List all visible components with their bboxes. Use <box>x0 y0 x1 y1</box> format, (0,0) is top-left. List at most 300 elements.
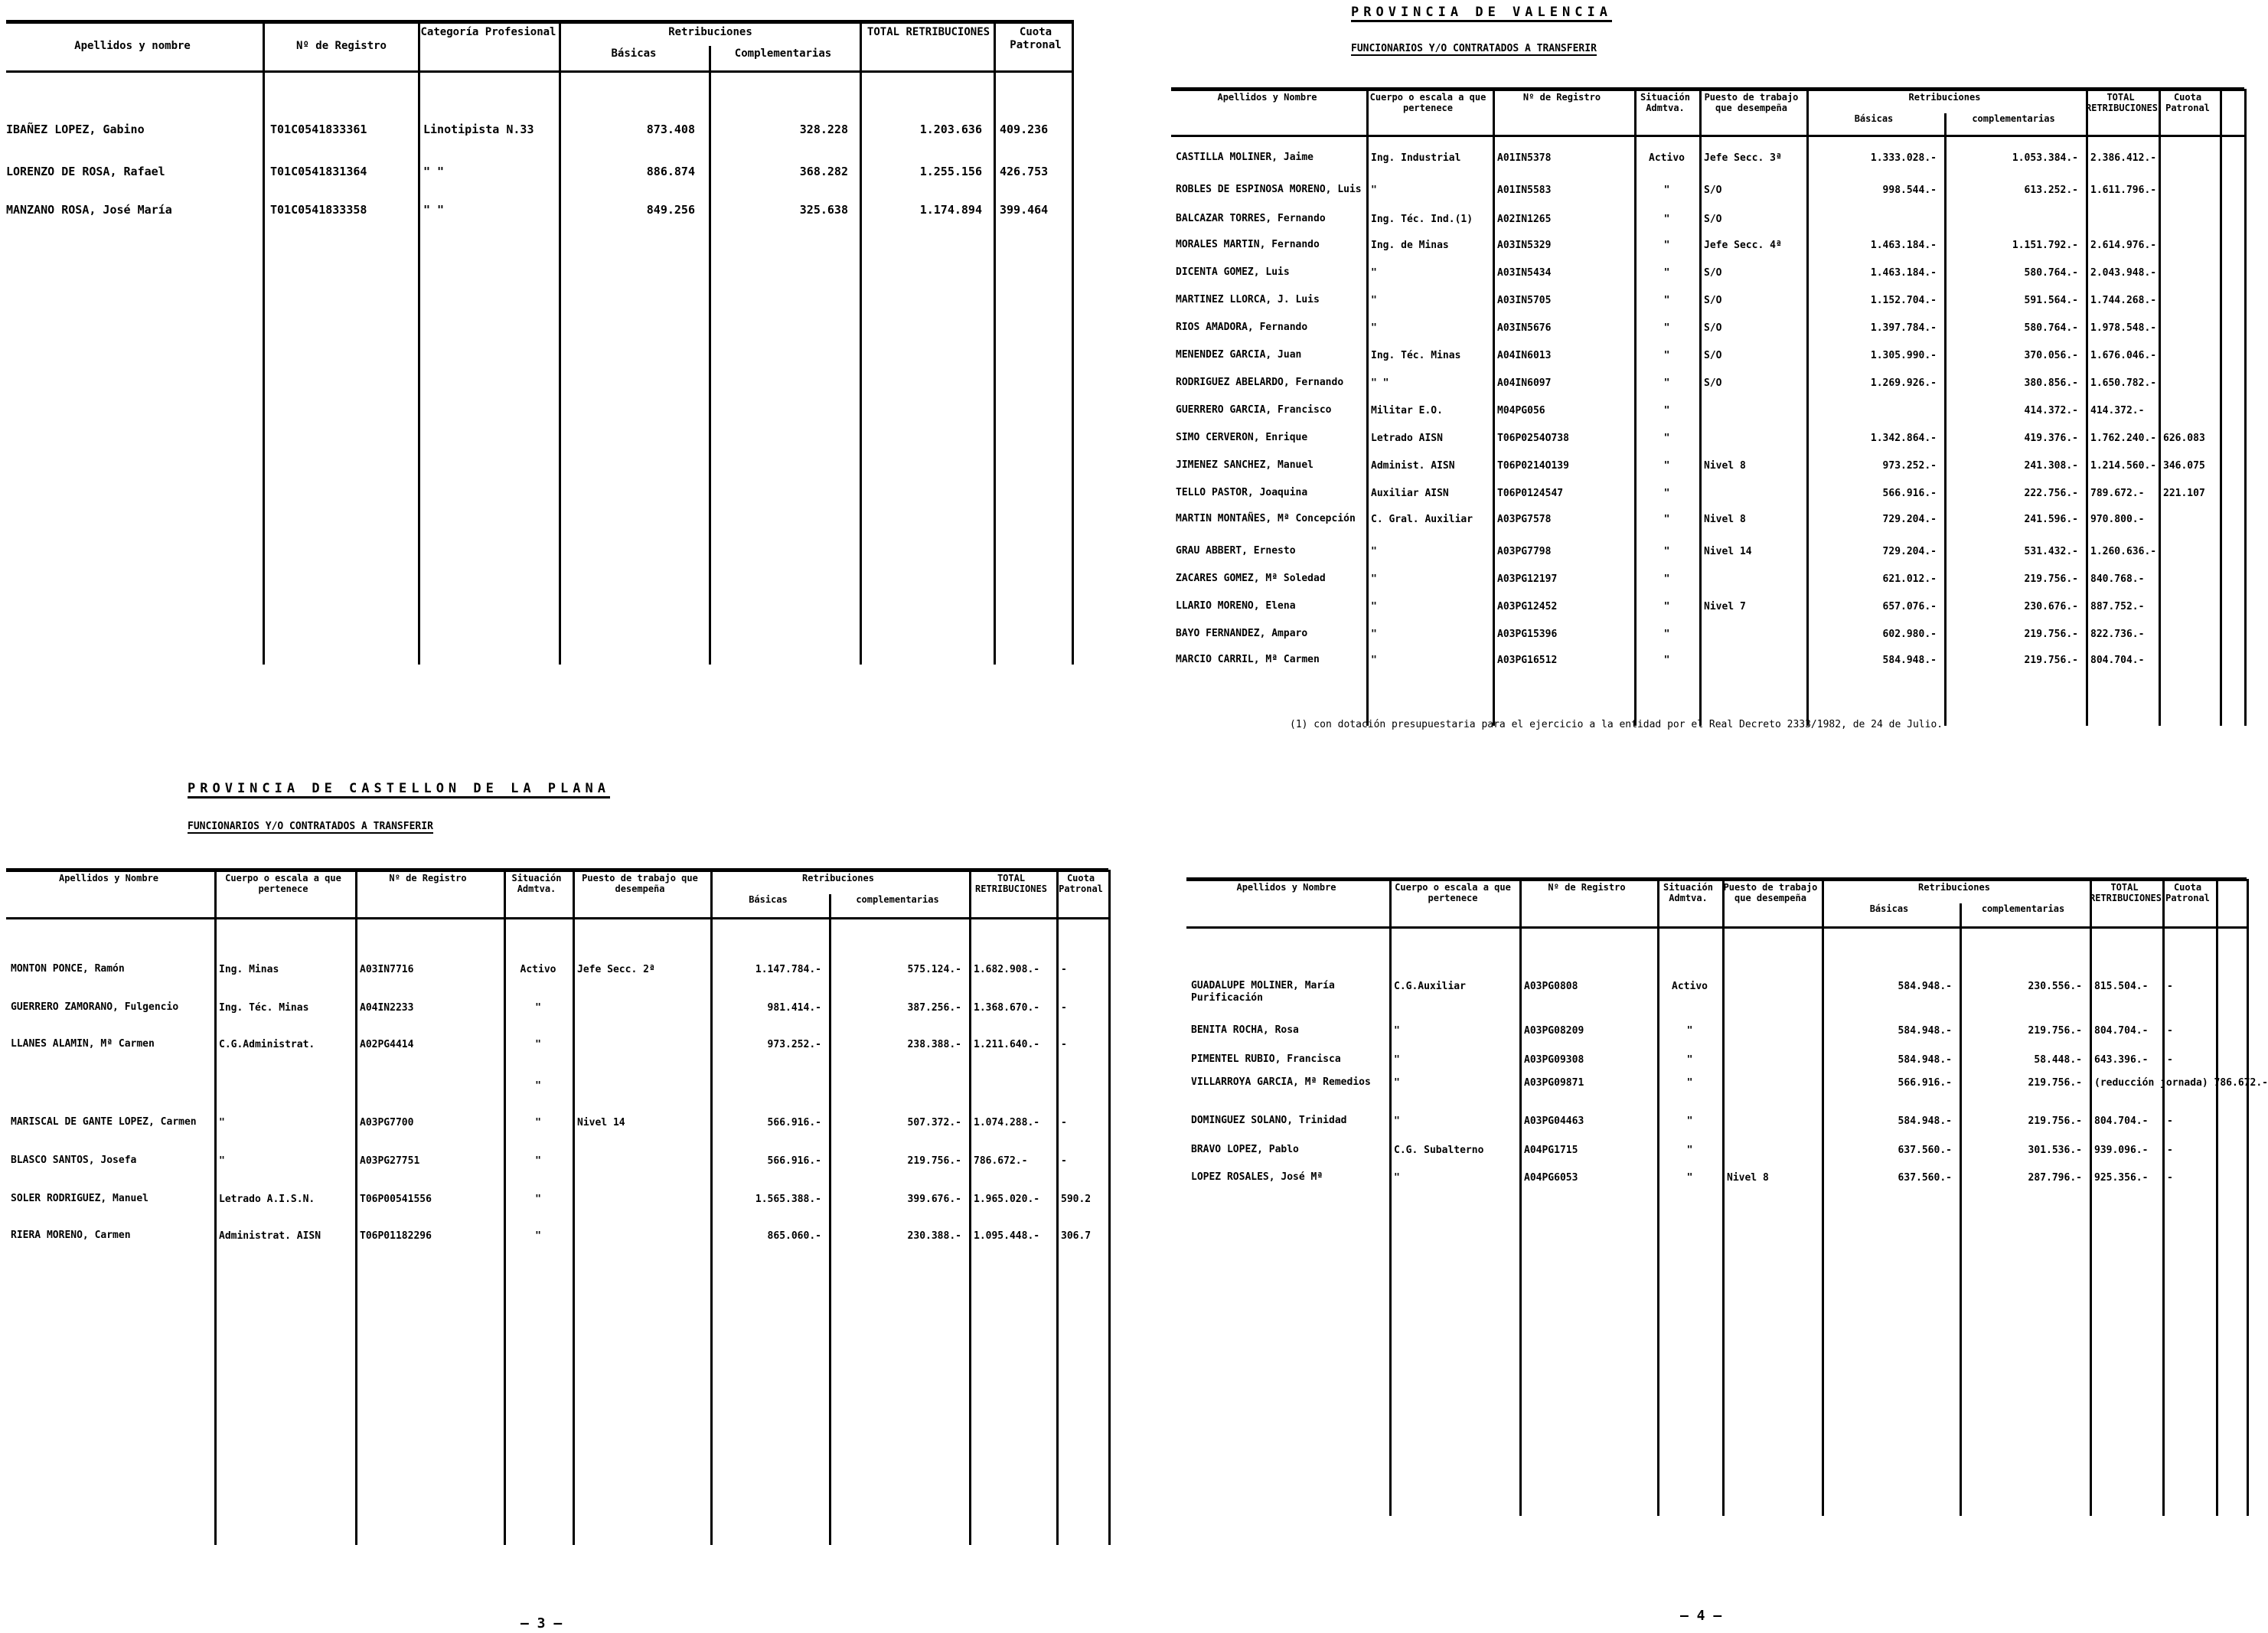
table-cell-bas: 566.916.- <box>767 1155 821 1167</box>
table-cell-cuerpo: Ing. Téc. Minas <box>219 1002 309 1014</box>
table-cell-name: SIMO CERVERON, Enrique <box>1176 432 1308 443</box>
table-cell-sit: " <box>1663 601 1670 612</box>
column-divider <box>1056 870 1059 1545</box>
table-cell-bas: 886.874 <box>646 165 695 178</box>
table-cell-name: RODRIGUEZ ABELARDO, Fernando <box>1176 377 1344 388</box>
table-cell-bas: 621.012.- <box>1882 573 1937 585</box>
table-cell-cuota: 399.464 <box>1000 203 1049 217</box>
table-cell-total: 970.800.- <box>2090 514 2145 525</box>
table-cell-reg: A04IN6013 <box>1497 350 1552 361</box>
table-cell-cuerpo: Administrat. AISN <box>219 1230 321 1242</box>
table-cell-total: 1.676.046.- <box>2090 350 2157 361</box>
table-cell-bas: 998.544.- <box>1882 185 1937 196</box>
table-cell-comp: 1.151.792.- <box>2012 240 2078 251</box>
table-cell-total: 1.211.640.- <box>974 1039 1040 1050</box>
table-cell-name: DOMINGUEZ SOLANO, Trinidad <box>1191 1115 1347 1126</box>
table-cell-name: LLARIO MORENO, Elena <box>1176 600 1296 612</box>
table-cell-cuerpo: Ing. Téc. Minas <box>1371 350 1461 361</box>
col-header-retrib: Retribuciones <box>1918 882 1990 893</box>
table-cell-total: 1.978.548.- <box>2090 322 2157 334</box>
table-cell-name: GUADALUPE MOLINER, María Purificación <box>1191 980 1335 1004</box>
table-cell-name: MARTINEZ LLORCA, J. Luis <box>1176 294 1320 305</box>
column-divider <box>829 894 831 1545</box>
table-cell-bas: 584.948.- <box>1898 1115 1952 1127</box>
table-cell-name: DICENTA GOMEZ, Luis <box>1176 266 1290 278</box>
col-header-reg: Nº de Registro <box>389 873 467 883</box>
table-cell-total: 414.372.- <box>2090 405 2145 416</box>
table-cell-sit: " <box>535 1230 541 1242</box>
table-cell-reg: A01IN5378 <box>1497 152 1552 164</box>
table-cell-reg: T06P01182296 <box>360 1230 432 1242</box>
table-cell-cuerpo: " <box>1394 1115 1400 1127</box>
table-cell-reg: A03IN5705 <box>1497 295 1552 306</box>
table-cell-comp: 241.596.- <box>2024 514 2078 525</box>
table-cell-reg: T01C0541833358 <box>270 203 367 217</box>
column-divider <box>214 870 217 1545</box>
table-cell-name: SOLER RODRIGUEZ, Manuel <box>11 1193 149 1204</box>
table-cell-reg: A03PG04463 <box>1524 1115 1584 1127</box>
table-cell-reg: A03PG15396 <box>1497 629 1558 640</box>
column-divider <box>1657 879 1659 1516</box>
table-cell-total: 1.611.796.- <box>2090 185 2157 196</box>
table-cell-bas: 1.565.388.- <box>755 1194 821 1205</box>
table-cell-name: MENENDEZ GARCIA, Juan <box>1176 349 1302 361</box>
table-cell-comp: 368.282 <box>799 165 848 178</box>
table-cell-total: 1.203.636 <box>919 122 982 136</box>
col-header-total: TOTAL RETRIBUCIONES <box>2090 882 2162 903</box>
table-cell-bas: 973.252.- <box>767 1039 821 1050</box>
table-cell-name: CASTILLA MOLINER, Jaime <box>1176 152 1314 163</box>
table-cell-sit: " <box>1686 1172 1693 1184</box>
table-cell-puesto: Jefe Secc. 4ª <box>1704 240 1782 251</box>
page-number: — 4 — <box>1680 1608 1722 1624</box>
table-cell-comp: 219.756.- <box>907 1155 961 1167</box>
table-cell-comp: 241.308.- <box>2024 460 2078 472</box>
col-header-cuota: Cuota Patronal <box>1059 873 1103 894</box>
table-cell-bas: 1.152.704.- <box>1870 295 1937 306</box>
table-cell-comp: 580.764.- <box>2024 267 2078 279</box>
col-header-cuota: Cuota Patronal <box>1010 26 1062 51</box>
table-cell-name: MORALES MARTIN, Fernando <box>1176 239 1320 250</box>
table-cell-comp: 219.756.- <box>2024 655 2078 666</box>
table-cell-cuerpo: " <box>1371 546 1377 557</box>
table-cell-comp: 575.124.- <box>907 964 961 975</box>
table-cell-reg: A03PG7578 <box>1497 514 1552 525</box>
table-cell-reg: T01C0541831364 <box>270 165 367 178</box>
table-cell-puesto: S/O <box>1704 322 1722 334</box>
table-cell-name: MARTIN MONTAÑES, Mª Concepción <box>1176 513 1356 524</box>
column-divider <box>2090 879 2092 1516</box>
table-cell-comp: 219.756.- <box>2028 1077 2082 1089</box>
table-cell-bas: 566.916.- <box>767 1117 821 1128</box>
table-cell-name: VILLARROYA GARCIA, Mª Remedios <box>1191 1076 1371 1088</box>
table-cell-bas: 973.252.- <box>1882 460 1937 472</box>
table-cell-comp: 325.638 <box>799 203 848 217</box>
table-cell-sit: " <box>1663 573 1670 585</box>
table-cell-sit: " <box>1663 629 1670 640</box>
table-cell-total: 939.096.- <box>2094 1145 2149 1156</box>
table-cell-sit: " <box>535 1117 541 1128</box>
table-cell-sit: " <box>535 1080 541 1092</box>
table-cell-comp: 219.756.- <box>2028 1115 2082 1127</box>
table-cell-total: 643.396.- <box>2094 1054 2149 1066</box>
table-cell-puesto: Nivel 8 <box>1704 460 1746 472</box>
table-cell-cuerpo: " <box>1394 1172 1400 1184</box>
table-cell-bas: 981.414.- <box>767 1002 821 1014</box>
table-cell-total: 789.672.- <box>2090 488 2145 499</box>
table-cell-reg: A03PG7798 <box>1497 546 1552 557</box>
table-cell-cuerpo: C. Gral. Auxiliar <box>1371 514 1473 525</box>
table-cell-puesto: Jefe Secc. 3ª <box>1704 152 1782 164</box>
table-cell-comp: 387.256.- <box>907 1002 961 1014</box>
col-header-basicas: Básicas <box>611 47 657 60</box>
table-cell-bas: 1.397.784.- <box>1870 322 1937 334</box>
table-cell-cuota: 590.2 <box>1061 1194 1092 1205</box>
table-cell-cuerpo: " <box>1371 601 1377 612</box>
col-header-name: Apellidos y nombre <box>74 40 191 52</box>
table-cell-name: BLASCO SANTOS, Josefa <box>11 1155 137 1166</box>
table-cell-reg: A01IN5583 <box>1497 185 1552 196</box>
column-divider <box>1108 870 1111 1545</box>
col-header-reg: Nº de Registro <box>1522 92 1601 103</box>
table-cell-reg: A03PG09871 <box>1524 1077 1584 1089</box>
table-cell-sit: " <box>1663 214 1670 225</box>
table-cell-sit: " <box>1686 1077 1693 1089</box>
table-cell-bas: 584.948.- <box>1898 1054 1952 1066</box>
table-cell-comp: 613.252.- <box>2024 185 2078 196</box>
table-cell-reg: A03IN5434 <box>1497 267 1552 279</box>
table-cell-bas: 637.560.- <box>1898 1145 1952 1156</box>
table-cell-cuerpo: " <box>1394 1077 1400 1089</box>
table-cell-cat: " " <box>423 203 445 217</box>
table-cell-bas: 1.342.864.- <box>1870 433 1937 444</box>
table-cell-reg: T06P00541556 <box>360 1194 432 1205</box>
right-bottom-table <box>1186 873 2268 1524</box>
column-divider <box>2086 89 2088 726</box>
table-cell-name: RIOS AMADORA, Fernando <box>1176 322 1308 333</box>
table-cell-cuota: 426.753 <box>1000 165 1049 178</box>
table-cell-total: 815.504.- <box>2094 981 2149 992</box>
col-header-puesto: Puesto de trabajo que desempeña <box>1723 882 1818 903</box>
table-cell-name: BENITA ROCHA, Rosa <box>1191 1024 1299 1036</box>
table-cell-cuota: - <box>1061 964 1067 975</box>
col-header-name: Apellidos y Nombre <box>58 873 159 883</box>
table-cell-bas: 1.333.028.- <box>1870 152 1937 164</box>
table-cell-bas: 566.916.- <box>1882 488 1937 499</box>
col-header-basicas: Básicas <box>1854 113 1894 124</box>
col-header-sit: Situación Admtva. <box>1640 92 1691 113</box>
table-cell-comp: 219.756.- <box>2028 1025 2082 1037</box>
table-cell-comp: 380.856.- <box>2024 377 2078 389</box>
column-divider <box>1366 89 1369 726</box>
table-cell-sit: " <box>1686 1145 1693 1156</box>
table-cell-cuerpo: " <box>1371 322 1377 334</box>
table-cell-puesto: Nivel 8 <box>1704 514 1746 525</box>
col-header-basicas: Básicas <box>749 894 788 905</box>
table-cell-cat: " " <box>423 165 445 178</box>
table-cell-sit: " <box>1663 295 1670 306</box>
table-cell-total: 1.744.268.- <box>2090 295 2157 306</box>
table-cell-comp: 419.376.- <box>2024 433 2078 444</box>
table-cell-comp: 531.432.- <box>2024 546 2078 557</box>
table-cell-total: 925.356.- <box>2094 1172 2149 1184</box>
table-cell-name: ZACARES GOMEZ, Mª Soledad <box>1176 573 1326 584</box>
table-cell-cuerpo: " <box>1371 267 1377 279</box>
table-cell-sit: " <box>1663 267 1670 279</box>
table-cell-sit: " <box>1686 1025 1693 1037</box>
table-cell-total: 1.682.908.- <box>974 964 1040 975</box>
table-cell-cuota: - <box>2167 1054 2173 1066</box>
table-cell-reg: T06P0254O738 <box>1497 433 1569 444</box>
table-cell-bas: 729.204.- <box>1882 514 1937 525</box>
table-cell-puesto: S/O <box>1704 350 1722 361</box>
column-divider <box>1722 879 1725 1516</box>
col-header-basicas: Básicas <box>1869 903 1909 914</box>
table-cell-bas: 729.204.- <box>1882 546 1937 557</box>
table-cell-sit: " <box>1663 460 1670 472</box>
col-header-name: Apellidos y Nombre <box>1217 92 1317 103</box>
table-cell-name: RIERA MORENO, Carmen <box>11 1230 131 1241</box>
table-cell-total: 1.650.782.- <box>2090 377 2157 389</box>
col-header-retrib: Retribuciones <box>668 26 752 38</box>
table-cell-name: GUERRERO GARCIA, Francisco <box>1176 404 1332 416</box>
table-cell-cuerpo: C.G. Subalterno <box>1394 1145 1484 1156</box>
col-header-cuerpo: Cuerpo o escala a que pertenece <box>1369 92 1486 113</box>
table-cell-comp: 219.756.- <box>2024 629 2078 640</box>
table-cell-total: 786.672.- <box>974 1155 1028 1167</box>
table-cell-name: MONTON PONCE, Ramón <box>11 963 125 975</box>
table-cell-cuota: - <box>1061 1002 1067 1014</box>
table-cell-name: BALCAZAR TORRES, Fernando <box>1176 213 1326 224</box>
table-cell-reg: A03PG27751 <box>360 1155 420 1167</box>
table-cell-cuerpo: " <box>1371 655 1377 666</box>
table-cell-name: MARISCAL DE GANTE LOPEZ, Carmen <box>11 1116 197 1128</box>
column-divider <box>573 870 575 1545</box>
table-cell-comp: 580.764.- <box>2024 322 2078 334</box>
table-cell-comp: 328.228 <box>799 122 848 136</box>
table-cell-comp: 301.536.- <box>2028 1145 2082 1156</box>
table-cell-total: 804.704.- <box>2090 655 2145 666</box>
col-header-compl: complementarias <box>1981 903 2065 914</box>
table-cell-cuota: - <box>1061 1117 1067 1128</box>
col-header-total: TOTAL RETRIBUCIONES <box>975 873 1047 894</box>
column-divider <box>355 870 357 1545</box>
table-cell-cuerpo: Auxiliar AISN <box>1371 488 1449 499</box>
left-top-table <box>6 15 1074 666</box>
table-cell-total: 1.214.560.- <box>2090 460 2157 472</box>
table-cell-name: BAYO FERNANDEZ, Amparo <box>1176 628 1308 639</box>
table-cell-bas: 1.269.926.- <box>1870 377 1937 389</box>
table-cell-name: LORENZO DE ROSA, Rafael <box>6 165 165 178</box>
table-cell-bas: 584.948.- <box>1898 981 1952 992</box>
table-cell-reg: A03PG16512 <box>1497 655 1558 666</box>
table-cell-cuota: 346.075 <box>2163 460 2205 472</box>
table-cell-reg: M04PG056 <box>1497 405 1545 416</box>
column-divider <box>969 870 971 1545</box>
table-cell-reg: A03PG12197 <box>1497 573 1558 585</box>
column-divider <box>1822 879 1824 1516</box>
table-cell-puesto: S/O <box>1704 185 1722 196</box>
col-header-compl: complementarias <box>1972 113 2055 124</box>
table-cell-comp: 287.796.- <box>2028 1172 2082 1184</box>
table-cell-cuerpo: " <box>1394 1054 1400 1066</box>
table-cell-reg: A04PG6053 <box>1524 1172 1578 1184</box>
table-cell-cuota: - <box>1061 1155 1067 1167</box>
table-cell-reg: T01C0541833361 <box>270 122 367 136</box>
table-cell-reg: A03PG7700 <box>360 1117 414 1128</box>
table-cell-bas: 584.948.- <box>1898 1025 1952 1037</box>
table-cell-bas: 584.948.- <box>1882 655 1937 666</box>
table-cell-name: BRAVO LOPEZ, Pablo <box>1191 1144 1299 1155</box>
table-cell-comp: 230.388.- <box>907 1230 961 1242</box>
table-cell-reg: A03PG09308 <box>1524 1054 1584 1066</box>
table-cell-reg: A03PG08209 <box>1524 1025 1584 1037</box>
table-cell-cuerpo: C.G.Administrat. <box>219 1039 315 1050</box>
col-header-compl: complementarias <box>856 894 939 905</box>
table-cell-comp: 219.756.- <box>2024 573 2078 585</box>
table-cell-total: 1.965.020.- <box>974 1194 1040 1205</box>
table-cell-puesto: Jefe Secc. 2ª <box>577 964 655 975</box>
table-cell-reg: A02IN1265 <box>1497 214 1552 225</box>
table-cell-puesto: S/O <box>1704 267 1722 279</box>
table-cell-bas: 849.256 <box>646 203 695 217</box>
table-cell-total: 840.768.- <box>2090 573 2145 585</box>
column-divider <box>2216 879 2218 1516</box>
table-cell-total: 887.752.- <box>2090 601 2145 612</box>
table-cell-reg: T06P0214O139 <box>1497 460 1569 472</box>
column-divider <box>2220 89 2222 726</box>
table-cell-bas: 1.147.784.- <box>755 964 821 975</box>
table-cell-name: GUERRERO ZAMORANO, Fulgencio <box>11 1001 179 1013</box>
table-cell-puesto: Nivel 14 <box>577 1117 625 1128</box>
table-cell-comp: 58.448.- <box>2034 1054 2082 1066</box>
col-header-sit: Situación Admtva. <box>511 873 562 894</box>
table-cell-comp: 222.756.- <box>2024 488 2078 499</box>
table-cell-reg: A04IN2233 <box>360 1002 414 1014</box>
column-divider <box>1960 903 1962 1516</box>
table-cell-puesto: S/O <box>1704 295 1722 306</box>
table-cell-reg: A03IN5329 <box>1497 240 1552 251</box>
table-cell-puesto: Nivel 7 <box>1704 601 1746 612</box>
table-cell-name: IBAÑEZ LOPEZ, Gabino <box>6 122 145 136</box>
column-divider <box>1389 879 1392 1516</box>
table-cell-reg: A02PG4414 <box>360 1039 414 1050</box>
table-cell-comp: 370.056.- <box>2024 350 2078 361</box>
column-divider <box>2247 879 2249 1516</box>
col-header-compl: Complementarias <box>734 47 832 60</box>
table-cell-bas: 1.463.184.- <box>1870 267 1937 279</box>
table-cell-sit: " <box>1663 405 1670 416</box>
table-cell-cuerpo: " <box>1394 1025 1400 1037</box>
table-cell-cuota: - <box>2167 1115 2173 1127</box>
table-cell-bas: 566.916.- <box>1898 1077 1952 1089</box>
table-cell-total: 1.074.288.- <box>974 1117 1040 1128</box>
col-header-cuerpo: Cuerpo o escala a que pertenece <box>225 873 341 894</box>
table-cell-comp: 1.053.384.- <box>2012 152 2078 164</box>
table-cell-cuota: 409.236 <box>1000 122 1049 136</box>
table-cell-sit: Activo <box>1672 981 1708 992</box>
table-cell-sit: " <box>1663 350 1670 361</box>
column-divider <box>2159 89 2161 726</box>
table-cell-sit: " <box>535 1002 541 1014</box>
table-cell-cuerpo: " <box>1371 573 1377 585</box>
table-cell-bas: 1.305.990.- <box>1870 350 1937 361</box>
table-cell-bas: 657.076.- <box>1882 601 1937 612</box>
column-divider <box>1699 89 1702 726</box>
table-cell-sit: Activo <box>1649 152 1685 164</box>
table-cell-comp: 399.676.- <box>907 1194 961 1205</box>
table-cell-name: ROBLES DE ESPINOSA MORENO, Luis <box>1176 184 1362 195</box>
table-cell-puesto: S/O <box>1704 377 1722 389</box>
col-header-total: TOTAL RETRIBUCIONES <box>866 26 990 38</box>
col-header-cuerpo: Cuerpo o escala a que pertenece <box>1395 882 1511 903</box>
col-header-puesto: Puesto de trabajo que desempeña <box>1704 92 1799 113</box>
table-cell-cuerpo: " <box>1371 295 1377 306</box>
table-cell-name: TELLO PASTOR, Joaquina <box>1176 487 1308 498</box>
table-cell-reg: T06P0124547 <box>1497 488 1564 499</box>
col-header-total: TOTAL RETRIBUCIONES <box>2086 92 2158 113</box>
table-cell-cuota: - <box>2167 1145 2173 1156</box>
table-cell-cuerpo: Administ. AISN <box>1371 460 1455 472</box>
table-cell-total: 2.386.412.- <box>2090 152 2157 164</box>
col-header-cuota: Cuota Patronal <box>2165 92 2210 113</box>
col-header-reg: Nº de Registro <box>1548 882 1626 893</box>
table-cell-total: 822.736.- <box>2090 629 2145 640</box>
table-cell-cuota: 626.083 <box>2163 433 2205 444</box>
column-divider <box>1493 89 1495 726</box>
right-top-table <box>1171 83 2244 741</box>
table-cell-name: LOPEZ ROSALES, José Mª <box>1191 1171 1323 1183</box>
table-cell-cuerpo: " <box>219 1117 225 1128</box>
table-cell-cuerpo: " <box>219 1155 225 1167</box>
table-cell-total: 1.260.636.- <box>2090 546 2157 557</box>
table-cell-total: (reducción jornada) 786.672.- <box>2094 1077 2268 1089</box>
table-cell-total: 804.704.- <box>2094 1025 2149 1037</box>
table-cell-name: MANZANO ROSA, José María <box>6 203 172 217</box>
table-cell-cat: Linotipista N.33 <box>423 122 534 136</box>
section-subtitle: FUNCIONARIOS Y/O CONTRATADOS A TRANSFERIR <box>188 821 433 832</box>
table-cell-name: PIMENTEL RUBIO, Francisca <box>1191 1053 1341 1065</box>
footnote: (1) con dotación presupuestaria para el ejercicio a la entidad por el Real Decreto 2333/1982, de 24 de Julio. <box>1290 719 1943 730</box>
table-cell-cuota: - <box>2167 1172 2173 1184</box>
table-cell-cuerpo: Ing. de Minas <box>1371 240 1449 251</box>
col-header-puesto: Puesto de trabajo que desempeña <box>582 873 698 894</box>
table-cell-sit: " <box>1663 514 1670 525</box>
table-cell-total: 1.174.894 <box>919 203 982 217</box>
col-header-name: Apellidos y Nombre <box>1236 882 1336 893</box>
col-header-cuota: Cuota Patronal <box>2165 882 2210 903</box>
table-cell-sit: " <box>1663 185 1670 196</box>
table-cell-sit: " <box>1663 377 1670 389</box>
table-cell-reg: A03PG0808 <box>1524 981 1578 992</box>
table-cell-total: 1.762.240.- <box>2090 433 2157 444</box>
col-header-retrib: Retribuciones <box>1908 92 1981 103</box>
left-bottom-table <box>6 864 1108 1553</box>
table-cell-sit: Activo <box>520 964 556 975</box>
table-cell-comp: 230.676.- <box>2024 601 2078 612</box>
table-cell-reg: A04IN6097 <box>1497 377 1552 389</box>
header-rule-bottom <box>6 70 1074 73</box>
col-header-retrib: Retribuciones <box>802 873 874 883</box>
column-divider <box>710 870 713 1545</box>
table-cell-cuota: - <box>1061 1039 1067 1050</box>
table-cell-bas: 637.560.- <box>1898 1172 1952 1184</box>
table-cell-bas: 1.463.184.- <box>1870 240 1937 251</box>
table-cell-total: 2.614.976.- <box>2090 240 2157 251</box>
header-rule <box>6 20 1074 24</box>
table-cell-name: GRAU ABBERT, Ernesto <box>1176 545 1296 557</box>
table-cell-reg: A03IN7716 <box>360 964 414 975</box>
